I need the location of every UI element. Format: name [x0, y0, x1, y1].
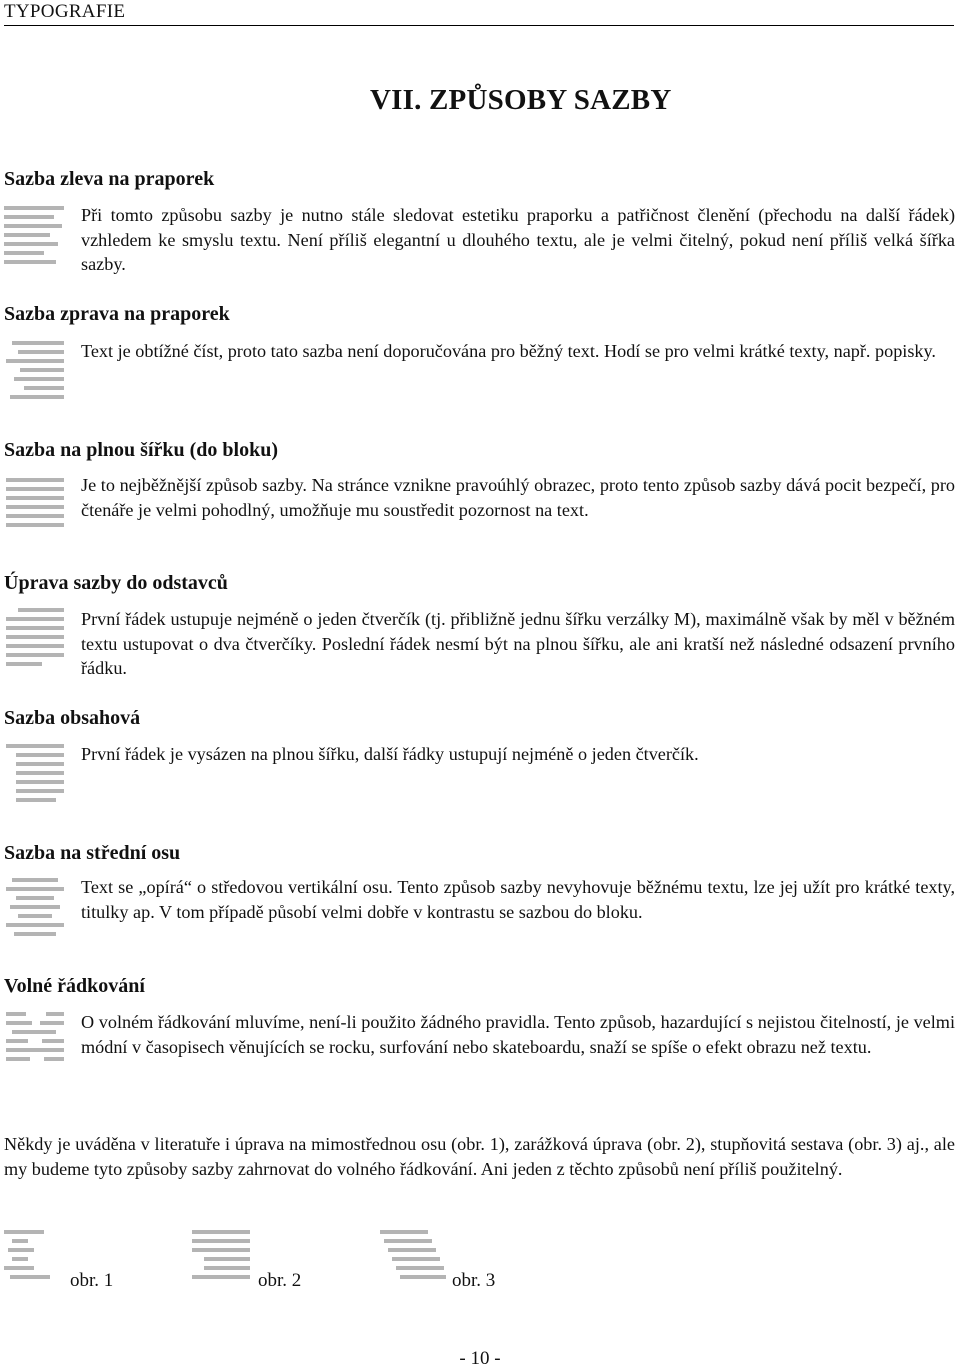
section-text-indent: První řádek ustupuje nejméně o jeden čtverčík (tj. přibližně jednu šířku verzálky M), maximálně však by měl v běžném textu ustupovat o dva čtverčíky. Poslední řádek nesmí být na plnou šířku, ale ani kratší než následné odsazení prvního řádku. [81, 609, 955, 678]
figure-caption-1: obr. 1 [70, 1270, 114, 1291]
figure-caption-3: obr. 3 [452, 1270, 496, 1291]
section-title-right: Sazba zprava na praporek [4, 303, 230, 325]
section-title-justify: Sazba na plnou šířku (do bloku) [4, 439, 279, 461]
chapter-title: VII. ZPŮSOBY SAZBY [370, 84, 672, 116]
figure-caption-2: obr. 2 [258, 1270, 302, 1291]
section-title-hanging: Sazba obsahová [4, 707, 141, 729]
section-title-center: Sazba na střední osu [4, 842, 181, 864]
section-title-left: Sazba zleva na praporek [4, 168, 215, 190]
section-text-center: Text se „opírá“ o středovou vertikální osu. Tento způsob sazby nevyhovuje běžnému textu, lze jej užít pro krátké texty, titulky ap. V tom případě působí velmi dobře v kontrastu se sazbou do bloku. [81, 877, 955, 922]
section-text-left: Při tomto způsobu sazby je nutno stále sledovat estetiku praporku a patřičnost členění (přechodu na další řádek) vzhledem ke smyslu textu. Není příliš elegantní u dlouhého textu, ale je velmi čitelný, pokud není příliš velká šířka sazby. [81, 205, 955, 274]
section-text-free: O volném řádkování mluvíme, není-li použito žádného pravidla. Tento způsob, hazardující s nejistou čitelností, je velmi módní v časopisech věnujících se rocku, surfování nebo skateboardu, snaží se spíše o efekt obrazu než textu. [81, 1012, 955, 1057]
section-title-indent: Úprava sazby do odstavců [4, 572, 228, 594]
closing-paragraph: Někdy je uváděna v literatuře i úprava na mimostřednou osu (obr. 1), zarážková úprava (obr. 2), stupňovitá sestava (obr. 3) aj., ale my budeme tyto způsoby sazby zahrnovat do volného řádkování. Ani jeden z těchto způsobů není příliš použitelný. [4, 1134, 955, 1179]
section-text-justify: Je to nejběžnější způsob sazby. Na stránce vznikne pravoúhlý obrazec, proto tento způsob sazby dává pocit bezpečí, pro čtenáře je velmi pohodlný, umožňuje mu soustředit pozornost na text. [81, 475, 955, 520]
running-header: TYPOGRAFIE [4, 0, 954, 26]
page-number: - 10 - [459, 1348, 501, 1369]
section-title-free: Volné řádkování [4, 975, 145, 997]
section-text-hanging: První řádek je vysázen na plnou šířku, další řádky ustupují nejméně o jeden čtverčík. [81, 744, 699, 764]
section-text-right: Text je obtížné číst, proto tato sazba není doporučována pro běžný text. Hodí se pro velmi krátké texty, např. popisky. [81, 341, 936, 361]
